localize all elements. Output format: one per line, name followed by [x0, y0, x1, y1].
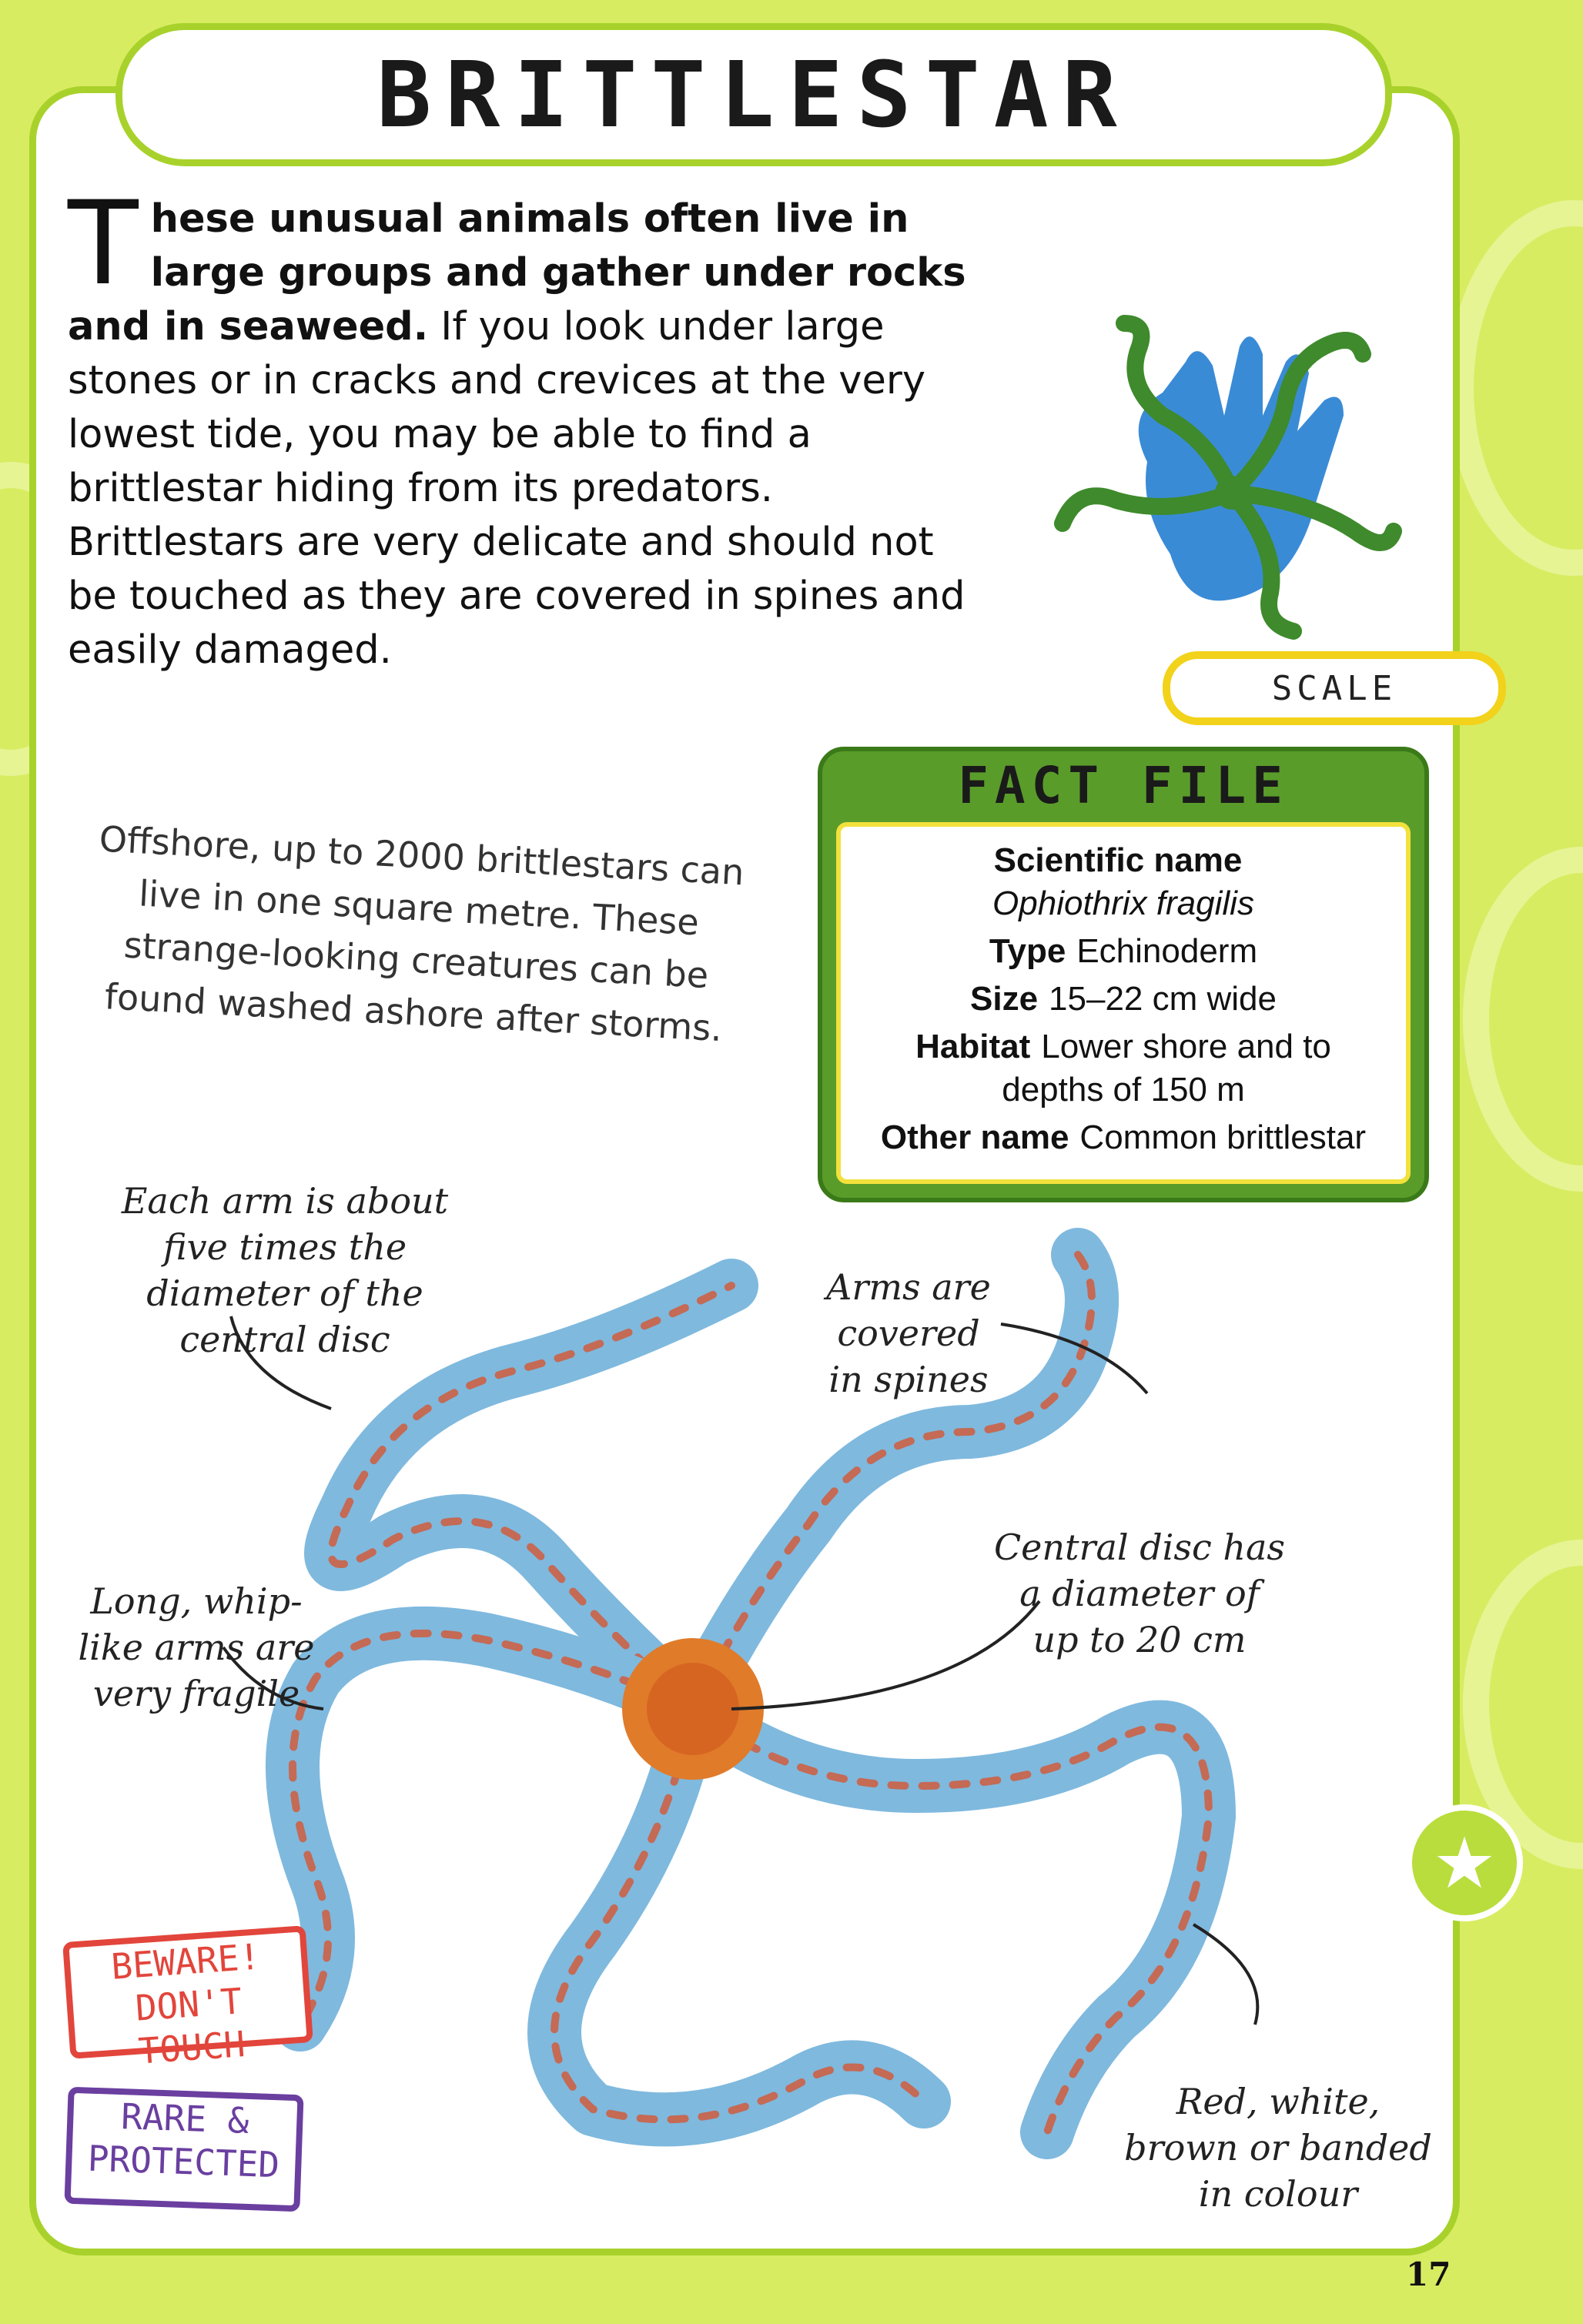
- label-colour: Red, white, brown or banded in colour: [1124, 2081, 1432, 2215]
- scale-label: SCALE: [1163, 651, 1506, 725]
- fact-label: Size: [970, 980, 1039, 1018]
- background-swirl: [1447, 200, 1583, 576]
- fact-file-header: FACT FILE: [958, 755, 1289, 815]
- label-spines: Arms are covered in spines: [826, 1266, 991, 1400]
- fact-value: 15–22 cm wide: [1049, 980, 1277, 1018]
- title-tab: [115, 23, 1392, 166]
- fact-label: Type: [989, 932, 1066, 970]
- scale-illustration: [1032, 300, 1432, 647]
- beware-stamp: BEWARE! DON'T TOUCH: [62, 1925, 313, 2059]
- fact-habitat-row: [841, 1025, 1406, 1112]
- rare-protected-stamp: RARE & PROTECTED: [64, 2087, 303, 2212]
- background-swirl: [1463, 847, 1583, 1192]
- hand-icon: [1139, 336, 1344, 600]
- fact-value: Lower shore and to depths of 150 m: [1002, 1028, 1331, 1108]
- page-title: BRITTLESTAR: [377, 42, 1131, 148]
- fact-type-row: [841, 930, 1406, 973]
- label-whip-arms: Long, whip-like arms are very fragile: [78, 1580, 315, 1714]
- fact-value: Echinoderm: [1076, 932, 1258, 970]
- intro-bold-text: hese unusual animals often live in large groups and gather under rocks and in seaweed.: [68, 196, 966, 349]
- fact-scientific-name-label: [841, 839, 1406, 882]
- fact-size-row: [841, 978, 1406, 1021]
- page-number: 17: [1406, 2255, 1451, 2293]
- offshore-note: Offshore, up to 2000 brittlestars can live in one square metre. These strange-looking creatures can be found washed ashore after storms.: [98, 818, 745, 1050]
- fact-value: Ophiothrix fragilis: [992, 884, 1254, 922]
- fact-label: Scientific name: [993, 841, 1243, 879]
- fact-other-name-row: [841, 1116, 1406, 1159]
- fact-file-body: [836, 822, 1411, 1184]
- intro-paragraph: [68, 177, 969, 677]
- intro-body-text: If you look under large stones or in cracks and crevices at the very lowest tide, you may be able to find a brittlestar hiding from its predators. Brittlestars are very delicate and should not be touched as they are covered in spines and easily damaged.: [68, 304, 966, 673]
- fact-label: Habitat: [915, 1028, 1031, 1065]
- drop-cap: T: [68, 177, 139, 311]
- fact-file: [818, 747, 1429, 1202]
- fact-label: Other name: [880, 1119, 1069, 1156]
- fact-value: Common brittlestar: [1079, 1119, 1367, 1156]
- starfish-icon: ★: [1406, 1804, 1523, 1921]
- label-arm-length: Each arm is about five times the diameter of the central disc: [121, 1180, 449, 1360]
- fact-scientific-name-value: [841, 882, 1406, 925]
- label-central-disc: Central disc has a diameter of up to 20 cm: [993, 1526, 1286, 1660]
